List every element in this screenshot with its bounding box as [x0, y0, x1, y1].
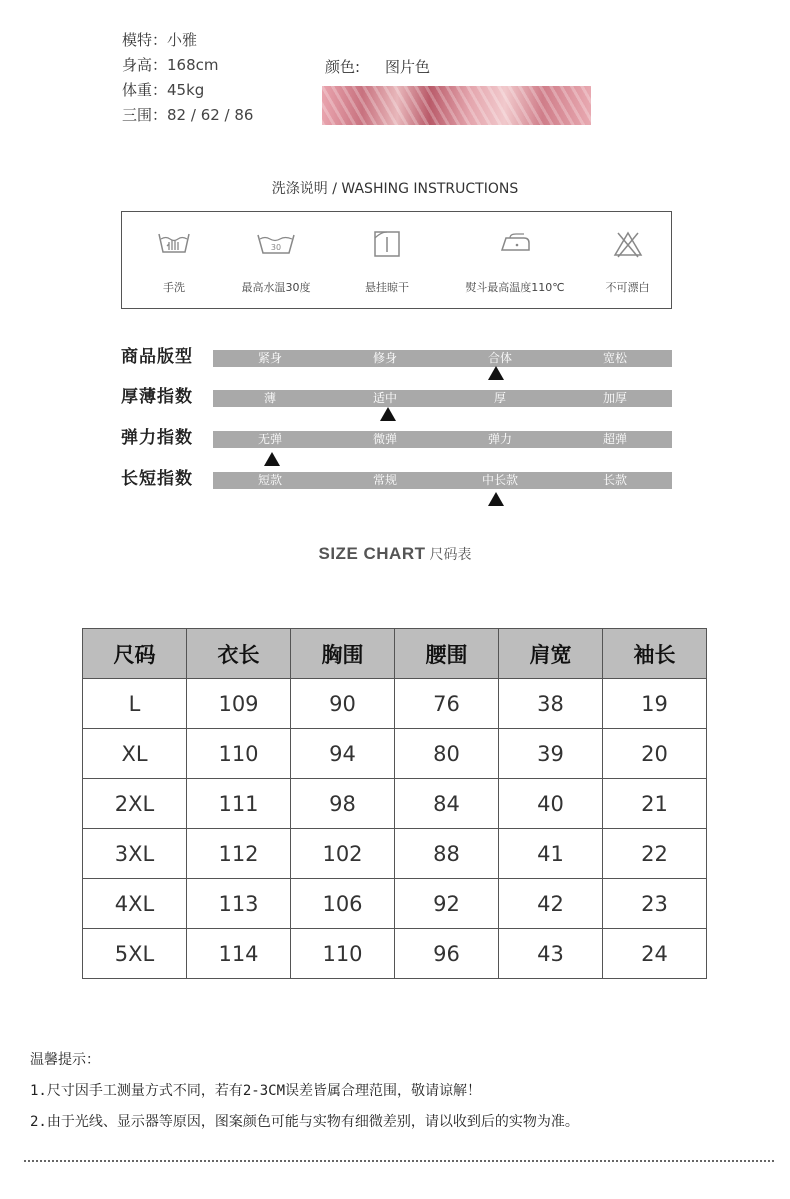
iron-icon [498, 230, 532, 256]
color-swatch-image [322, 86, 591, 125]
index-option: 修身 [372, 351, 397, 365]
size-table-header-row [83, 629, 707, 679]
index-row-fit [121, 346, 673, 370]
table-cell: 23 [603, 879, 707, 929]
table-cell: 112 [187, 829, 291, 879]
index-label-thickness: 厚薄指数 [121, 387, 193, 407]
table-cell: 106 [291, 879, 395, 929]
index-label-elasticity: 弹力指数 [121, 428, 193, 448]
svg-text:30: 30 [270, 243, 282, 252]
index-option: 宽松 [602, 351, 627, 365]
model-name-row [122, 28, 253, 53]
size-chart-title-en: SIZE CHART [318, 544, 426, 563]
model-height-row [122, 53, 253, 78]
index-label-length: 长短指数 [121, 469, 193, 489]
table-cell: 39 [499, 729, 603, 779]
header-cell: 腰围 [395, 629, 499, 679]
washing-instructions-box [121, 211, 672, 309]
selected-marker-thickness [380, 407, 396, 421]
hand-wash-icon [157, 230, 191, 256]
table-cell: 38 [499, 679, 603, 729]
index-row-thickness [121, 386, 673, 410]
table-row [83, 679, 707, 729]
selected-marker-fit [488, 366, 504, 380]
wash-item-hang [326, 212, 448, 310]
table-cell: 19 [603, 679, 707, 729]
table-cell: 110 [291, 929, 395, 979]
dotted-divider [24, 1160, 774, 1162]
table-cell: 111 [187, 779, 291, 829]
wash-item-30 [226, 212, 326, 310]
table-cell: XL [83, 729, 187, 779]
index-option: 长款 [602, 473, 627, 487]
size-chart-title [0, 544, 790, 564]
color-label: 颜色: [325, 58, 361, 76]
model-name-key: 模特： [122, 31, 168, 49]
index-row-elasticity [121, 427, 673, 451]
header-cell: 衣长 [187, 629, 291, 679]
tips-section [30, 1045, 579, 1138]
table-row [83, 779, 707, 829]
size-chart-title-cn: 尺码表 [429, 547, 472, 563]
index-bar-length [213, 472, 672, 489]
table-cell: 90 [291, 679, 395, 729]
table-cell: 102 [291, 829, 395, 879]
table-cell: 88 [395, 829, 499, 879]
size-table [82, 628, 707, 979]
index-option: 厚 [493, 391, 506, 405]
table-cell: 2XL [83, 779, 187, 829]
no-bleach-icon [613, 230, 643, 258]
header-cell: 肩宽 [499, 629, 603, 679]
table-cell: 5XL [83, 929, 187, 979]
index-bar-elasticity [213, 431, 672, 448]
wash-label-30: 最高水温30度 [241, 281, 311, 294]
model-height-value: 168cm [167, 56, 219, 74]
index-bar-fit [213, 350, 672, 367]
tips-line: 2.由于光线、显示器等原因，图案颜色可能与实物有细微差别，请以收到后的实物为准。 [30, 1114, 579, 1130]
table-row [83, 929, 707, 979]
header-cell: 尺码 [83, 629, 187, 679]
hang-dry-icon [373, 230, 401, 258]
wash-label-hang: 悬挂晾干 [365, 281, 409, 294]
wash-label-iron: 熨斗最高温度110℃ [465, 281, 565, 294]
table-cell: 41 [499, 829, 603, 879]
table-cell: 20 [603, 729, 707, 779]
model-height-key: 身高： [122, 56, 168, 74]
table-row [83, 879, 707, 929]
tips-title: 温馨提示： [30, 1052, 100, 1068]
table-cell: 98 [291, 779, 395, 829]
table-cell: 84 [395, 779, 499, 829]
table-cell: L [83, 679, 187, 729]
table-cell: 42 [499, 879, 603, 929]
model-measurements-row [122, 103, 253, 128]
table-row [83, 829, 707, 879]
wash-label-no-bleach: 不可漂白 [605, 281, 650, 294]
table-cell: 114 [187, 929, 291, 979]
model-weight-row [122, 78, 253, 103]
model-info [122, 28, 253, 128]
index-option: 短款 [257, 473, 282, 487]
model-weight-value: 45kg [167, 81, 205, 99]
index-bar-thickness [213, 390, 672, 407]
index-option: 弹力 [487, 432, 512, 446]
table-cell: 92 [395, 879, 499, 929]
index-option: 中长款 [481, 473, 518, 487]
wash-item-hand [122, 212, 226, 310]
table-cell: 4XL [83, 879, 187, 929]
table-cell: 43 [499, 929, 603, 979]
header-cell: 袖长 [603, 629, 707, 679]
index-option: 薄 [263, 391, 276, 405]
color-value: 图片色 [385, 58, 431, 76]
header-cell: 胸围 [291, 629, 395, 679]
index-row-length [121, 468, 673, 492]
selected-marker-length [488, 492, 504, 506]
index-option: 超弹 [602, 432, 627, 446]
index-option: 合体 [487, 351, 512, 365]
index-option: 适中 [372, 391, 397, 405]
table-cell: 96 [395, 929, 499, 979]
index-option: 无弹 [257, 432, 282, 446]
wash-30-icon [256, 230, 296, 256]
table-cell: 24 [603, 929, 707, 979]
tips-line: 1.尺寸因手工测量方式不同，若有2-3CM误差皆属合理范围，敬请谅解！ [30, 1083, 481, 1099]
table-cell: 76 [395, 679, 499, 729]
index-option: 常规 [372, 473, 397, 487]
table-cell: 113 [187, 879, 291, 929]
table-row [83, 729, 707, 779]
selected-marker-elasticity [264, 452, 280, 466]
table-cell: 80 [395, 729, 499, 779]
model-name-value: 小雅 [167, 31, 198, 49]
index-option: 紧身 [257, 351, 282, 365]
table-cell: 3XL [83, 829, 187, 879]
wash-item-iron [448, 212, 582, 310]
table-cell: 21 [603, 779, 707, 829]
model-weight-key: 体重： [122, 81, 168, 99]
table-cell: 40 [499, 779, 603, 829]
model-measurements-value: 82 / 62 / 86 [167, 106, 254, 124]
table-cell: 109 [187, 679, 291, 729]
index-label-fit: 商品版型 [121, 347, 193, 367]
index-option: 微弹 [372, 432, 397, 446]
table-cell: 94 [291, 729, 395, 779]
table-cell: 110 [187, 729, 291, 779]
washing-title: 洗涤说明 / WASHING INSTRUCTIONS [271, 181, 519, 197]
table-cell: 22 [603, 829, 707, 879]
model-measurements-key: 三围： [122, 106, 168, 124]
wash-label-hand: 手洗 [163, 281, 185, 294]
wash-item-no-bleach [582, 212, 673, 310]
index-option: 加厚 [602, 391, 627, 405]
